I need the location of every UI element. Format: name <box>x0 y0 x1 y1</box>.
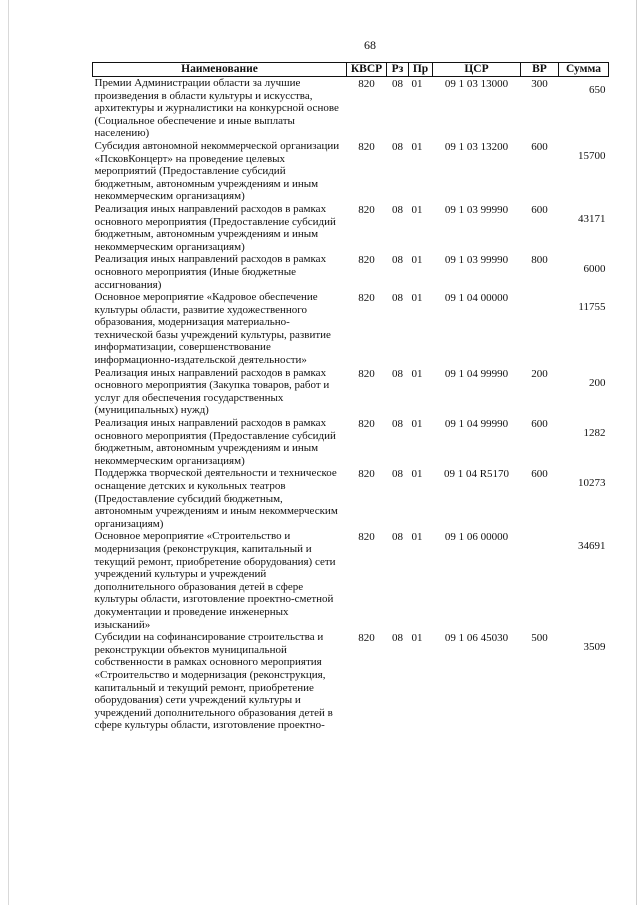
cell-csr: 09 1 04 00000 <box>444 292 509 305</box>
cell-rz: 08 <box>392 78 403 90</box>
cell-name: Основное мероприятие «Кадровое обеспечение культуры области, развитие художественного образования, модернизация материально-технической базы учреждений культуры, развитие информатизации, совершенствование информационно-издательской деятельности» <box>94 291 331 367</box>
cell-vr: 600 <box>531 418 548 431</box>
cell-sum: 10273 <box>578 477 606 490</box>
cell-csr: 09 1 06 00000 <box>444 531 509 544</box>
cell-rz: 08 <box>392 418 403 431</box>
cell-pr: 01 <box>411 78 423 90</box>
cell-kvsr: 820 <box>358 203 375 216</box>
scan-left-edge <box>8 0 9 905</box>
cell-pr: 01 <box>411 140 423 153</box>
header-sum: Сумма <box>559 63 609 77</box>
table-row <box>93 467 609 530</box>
cell-csr: 09 1 06 45030 <box>444 632 509 645</box>
cell-pr: 01 <box>411 367 423 380</box>
cell-kvsr: 820 <box>358 367 375 380</box>
cell-vr: 600 <box>531 468 548 481</box>
scan-right-edge <box>636 0 637 905</box>
cell-pr: 01 <box>411 531 423 544</box>
cell-kvsr: 820 <box>358 78 375 90</box>
cell-pr: 01 <box>411 418 423 431</box>
table-row <box>93 530 609 631</box>
table-row <box>93 631 609 732</box>
cell-csr: 09 1 04 R5170 <box>443 468 510 481</box>
cell-sum: 6000 <box>583 263 606 276</box>
cell-kvsr: 820 <box>358 418 375 431</box>
table-row <box>93 253 609 291</box>
table-row <box>93 417 609 467</box>
table-header-row <box>93 63 609 77</box>
cell-name: Основное мероприятие «Строительство и модернизация (реконструкция, капитальный и текущий ремонт, приобретение оборудования) сети учреждений культуры и учреждений дополнительного образования детей в сфере культуры области, изготовление проектно-сметной документации и проведение инженерных изысканий» <box>94 530 336 631</box>
header-vr: ВР <box>521 63 559 77</box>
cell-sum: 650 <box>589 84 606 96</box>
cell-csr: 09 1 04 99990 <box>444 367 509 380</box>
cell-vr <box>521 291 559 367</box>
cell-vr: 300 <box>531 78 548 90</box>
cell-sum: 43171 <box>578 212 606 225</box>
cell-csr: 09 1 03 13000 <box>444 78 509 90</box>
cell-pr: 01 <box>411 203 423 216</box>
header-pr: Пр <box>409 63 433 77</box>
cell-csr: 09 1 03 13200 <box>444 140 509 153</box>
cell-vr: 200 <box>531 367 548 380</box>
cell-sum: 34691 <box>578 540 606 553</box>
table-row <box>93 203 609 253</box>
cell-name: Поддержка творческой деятельности и техническое оснащение детских и кукольных театров (Предоставление субсидий бюджетным, автономным учреждениям и иным некоммерческим организациям) <box>94 467 338 530</box>
header-kvsr: КВСР <box>347 63 387 77</box>
cell-rz: 08 <box>392 632 403 645</box>
cell-name: Реализация иных направлений расходов в рамках основного мероприятия (Закупка товаров, работ и услуг для обеспечения государственных (муниципальных) нужд) <box>94 366 330 417</box>
budget-table <box>92 62 609 732</box>
cell-rz: 08 <box>392 292 403 305</box>
cell-rz: 08 <box>392 468 403 481</box>
cell-pr: 01 <box>411 254 423 267</box>
cell-name: Реализация иных направлений расходов в рамках основного мероприятия (Иные бюджетные ассигнования) <box>94 253 327 291</box>
cell-rz: 08 <box>392 531 403 544</box>
cell-kvsr: 820 <box>358 254 375 267</box>
cell-rz: 08 <box>392 254 403 267</box>
cell-rz: 08 <box>392 203 403 216</box>
cell-sum: 200 <box>589 376 606 389</box>
cell-csr: 09 1 03 99990 <box>444 254 509 267</box>
table-row <box>93 140 609 203</box>
cell-rz: 08 <box>392 367 403 380</box>
cell-sum: 3509 <box>583 641 606 654</box>
cell-sum: 15700 <box>578 149 606 162</box>
header-name: Наименование <box>93 63 347 77</box>
cell-name: Субсидия автономной некоммерческой организации «ПсковКонцерт» на проведение целевых мероприятий (Предоставление субсидий бюджетным, автономным учреждениям и иным некоммерческим организациям) <box>94 139 340 203</box>
cell-vr: 500 <box>531 632 548 645</box>
cell-vr: 800 <box>531 254 548 267</box>
table-row <box>93 367 609 417</box>
cell-name: Реализация иных направлений расходов в рамках основного мероприятия (Предоставление субсидий бюджетным, автономным учреждениям и иным некоммерческим организациям) <box>94 417 336 467</box>
cell-csr: 09 1 04 99990 <box>444 418 509 431</box>
table-row <box>93 291 609 367</box>
cell-name: Субсидии на софинансирование строительства и реконструкции объектов муниципальной собственности в рамках основного мероприятия «Строительство и модернизация (реконструкция, капитальный и текущий ремонт, приобретение оборудования) сети учреждений культуры и учреждений дополнительного образования детей в сфере культуры области, изготовление проектно- <box>94 631 333 732</box>
cell-pr: 01 <box>411 292 423 305</box>
cell-vr: 600 <box>531 140 548 153</box>
header-rz: Рз <box>387 63 409 77</box>
cell-vr <box>521 530 559 631</box>
cell-name: Реализация иных направлений расходов в рамках основного мероприятия (Предоставление субсидий бюджетным, автономным учреждениям и иным некоммерческим организациям) <box>94 202 336 253</box>
cell-sum: 11755 <box>578 301 606 314</box>
cell-name: Премии Администрации области за лучшие произведения в области культуры и искусства, архитектуры и журналистики на конкурсной основе (Социальное обеспечение и иные выплаты населению) <box>94 77 339 140</box>
cell-csr: 09 1 03 99990 <box>444 203 509 216</box>
cell-kvsr: 820 <box>358 468 375 481</box>
cell-kvsr: 820 <box>358 140 375 153</box>
cell-kvsr: 820 <box>358 632 375 645</box>
page-number: 68 <box>364 38 376 52</box>
cell-sum: 1282 <box>583 427 606 440</box>
cell-pr: 01 <box>411 468 423 481</box>
cell-kvsr: 820 <box>358 292 375 305</box>
cell-kvsr: 820 <box>358 531 375 544</box>
cell-pr: 01 <box>411 632 423 645</box>
header-csr: ЦСР <box>433 63 521 77</box>
table-row <box>93 77 609 140</box>
cell-vr: 600 <box>531 203 548 216</box>
cell-rz: 08 <box>392 140 403 153</box>
